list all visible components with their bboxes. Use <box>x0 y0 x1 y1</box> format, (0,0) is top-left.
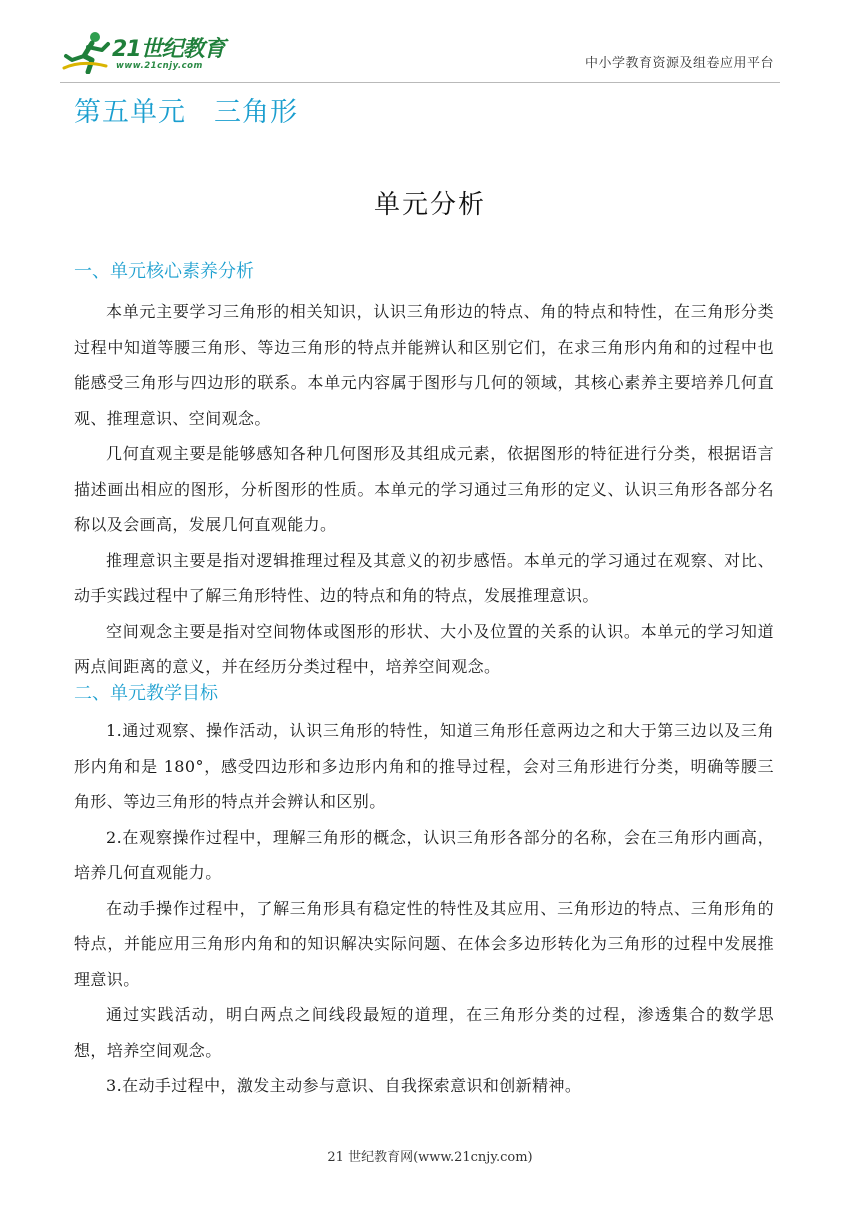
paragraph: 在动手操作过程中，了解三角形具有稳定性的特性及其应用、三角形边的特点、三角形角的特点，并能应用三角形内角和的知识解决实际问题、在体会多边形转化为三角形的过程中发展推理意识。 <box>74 898 774 989</box>
paragraph: 2.在观察操作过程中，理解三角形的概念，认识三角形各部分的名称，会在三角形内画高，培养几何直观能力。 <box>74 827 774 882</box>
paragraph: 推理意识主要是指对逻辑推理过程及其意义的初步感悟。本单元的学习通过在观察、对比、动手实践过程中了解三角形特性、边的特点和角的特点，发展推理意识。 <box>74 550 774 605</box>
paragraph: 3.在动手过程中，激发主动参与意识、自我探索意识和创新精神。 <box>106 1076 582 1095</box>
paragraph: 1.通过观察、操作活动，认识三角形的特性，知道三角形任意两边之和大于第三边以及三角形内角和是 180°，感受四边形和多边形内角和的推导过程，会对三角形进行分类，明确等腰三角形、等边三角形的特点并会辨认和区别。 <box>74 721 774 811</box>
section-heading-core-literacy: 一、单元核心素养分析 <box>74 261 254 282</box>
section-body-teaching-goals <box>74 713 774 1104</box>
document-title: 单元分析 <box>373 190 486 220</box>
section-heading-teaching-goals: 二、单元教学目标 <box>74 683 218 704</box>
paragraph: 空间观念主要是指对空间物体或图形的形状、大小及位置的关系的认识。本单元的学习知道两点间距离的意义，并在经历分类过程中，培养空间观念。 <box>74 621 774 676</box>
paragraph: 本单元主要学习三角形的相关知识，认识三角形边的特点、角的特点和特性，在三角形分类过程中知道等腰三角形、等边三角形的特点并能辨认和区别它们，在求三角形内角和的过程中也能感受三角形与四边形的联系。本单元内容属于图形与几何的领域，其核心素养主要培养几何直观、推理意识、空间观念。 <box>74 302 774 428</box>
logo-url[interactable]: www.21cnjy.com <box>116 61 203 71</box>
paragraph: 通过实践活动，明白两点之间线段最短的道理，在三角形分类的过程，渗透集合的数学思想，培养空间观念。 <box>74 1005 774 1060</box>
running-figure-icon <box>62 30 114 74</box>
unit-title: 第五单元 三角形 <box>74 97 298 128</box>
page-footer: 21 世纪教育网(www.21cnjy.com) <box>327 1150 533 1165</box>
page-header <box>60 26 780 83</box>
section-body-core-literacy <box>74 294 774 685</box>
site-logo[interactable] <box>62 30 242 76</box>
logo-text: 21世纪教育 <box>112 37 225 62</box>
platform-name: 中小学教育资源及组卷应用平台 <box>584 56 774 71</box>
paragraph: 几何直观主要是能够感知各种几何图形及其组成元素，依据图形的特征进行分类，根据语言描述画出相应的图形，分析图形的性质。本单元的学习通过三角形的定义、认识三角形各部分名称以及会画高，发展几何直观能力。 <box>74 444 774 534</box>
